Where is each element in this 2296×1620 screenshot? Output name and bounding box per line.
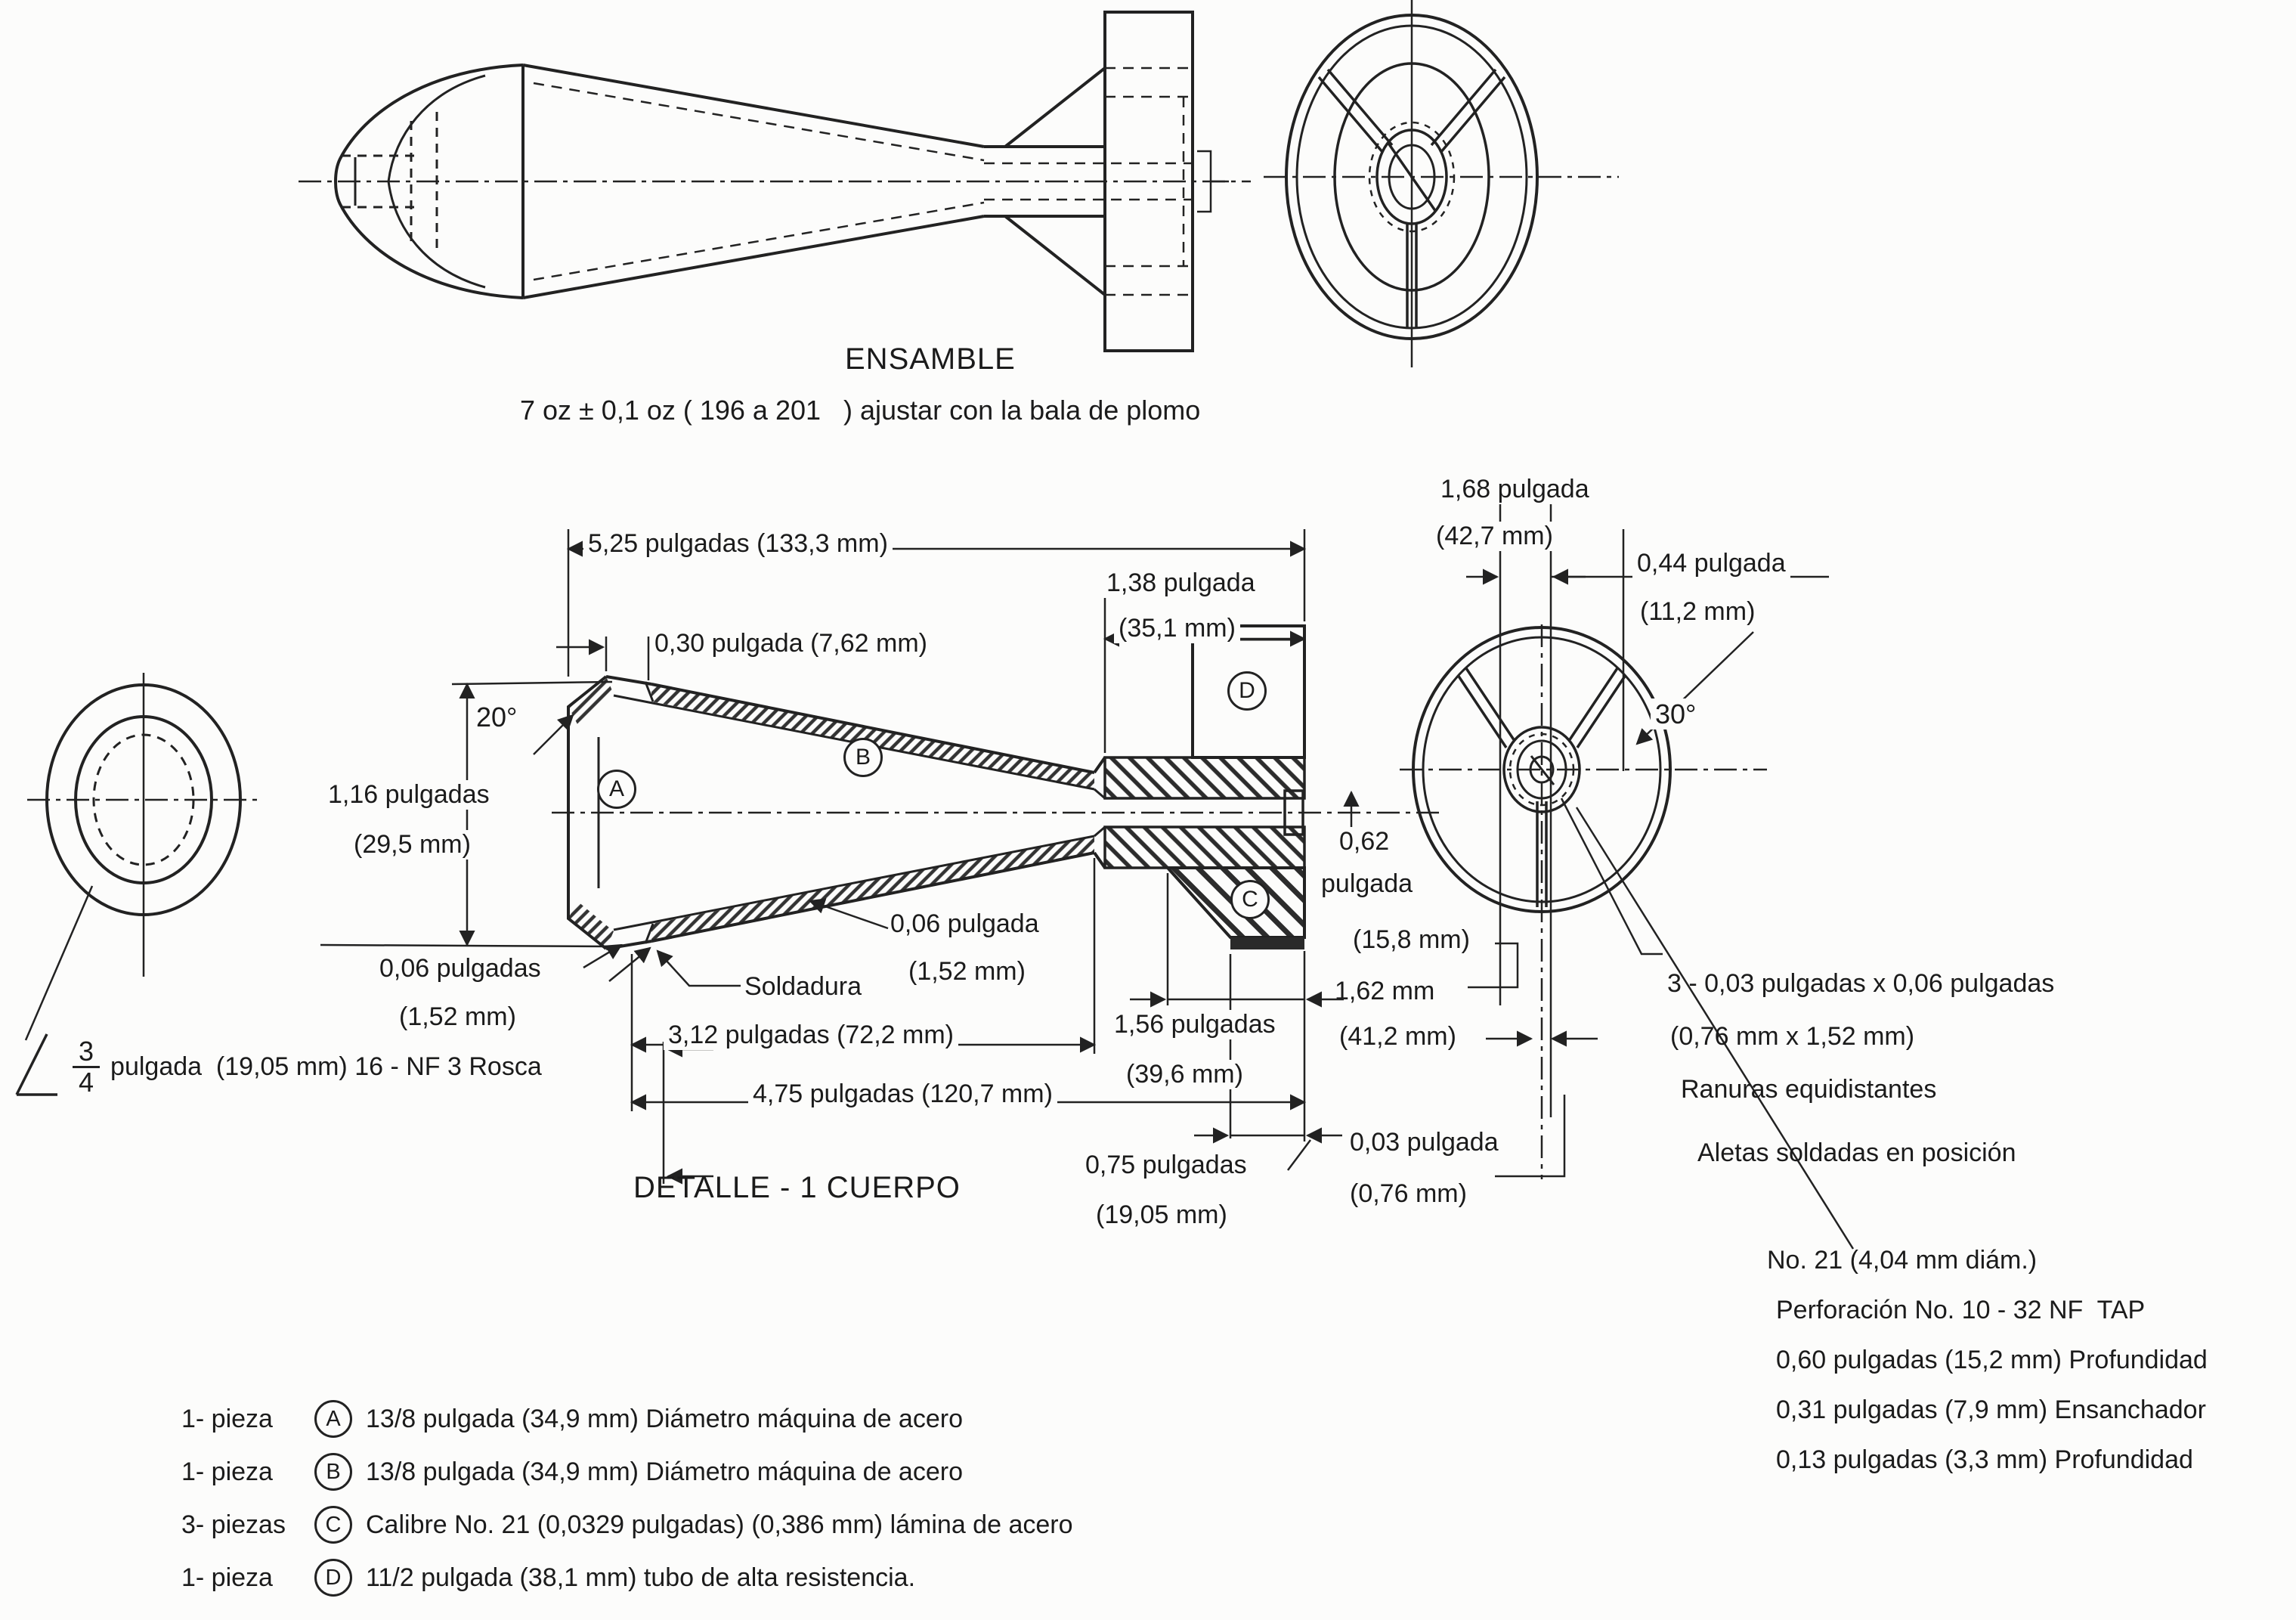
note-slots-line3: Ranuras equidistantes — [1681, 1075, 1937, 1104]
dim-face-wall-in: 0,06 pulgadas — [379, 954, 541, 983]
dim-tail-length-in: 1,38 pulgada — [1102, 568, 1260, 598]
part-qty: 1- pieza — [181, 1563, 273, 1592]
parts-list-row — [181, 1506, 1073, 1544]
note-hole-line1: No. 21 (4,04 mm diám.) — [1767, 1246, 2038, 1275]
part-mark-b: B — [843, 738, 883, 777]
dim-thread-length: 4,75 pulgadas (120,7 mm) — [748, 1079, 1057, 1109]
fraction-numerator: 3 — [79, 1036, 94, 1067]
dim-cone-wall-mm: (1,52 mm) — [908, 957, 1026, 986]
dim-nose-angle: 20° — [476, 702, 518, 733]
part-desc: Calibre No. 21 (0,0329 pulgadas) (0,386 mm) lámina de acero — [366, 1510, 1073, 1539]
dim-slot-length: 1,62 mm — [1335, 977, 1435, 1005]
dim-fin-span-in: 1,68 pulgada — [1436, 475, 1594, 504]
part-mark-icon: A — [314, 1400, 352, 1438]
assembly-rear-view — [1264, 0, 1619, 367]
note-hole-line3: 0,60 pulgadas (15,2 mm) Profundidad — [1776, 1346, 2208, 1374]
dim-bore-unit: pulgada — [1317, 869, 1417, 899]
detail-caption: DETALLE - 1 CUERPO — [633, 1171, 961, 1204]
dim-nose-wall: 0,30 pulgada (7,62 mm) — [654, 629, 927, 658]
assembly-side-view — [299, 12, 1251, 351]
dim-fin-span-mm: (42,7 mm) — [1431, 522, 1558, 551]
part-desc: 11/2 pulgada (38,1 mm) tubo de alta resistencia. — [366, 1563, 916, 1592]
note-slots-line1: 3 - 0,03 pulgadas x 0,06 pulgadas — [1667, 969, 2055, 998]
thread-note-text: pulgada (19,05 mm) 16 - NF 3 Rosca — [110, 1052, 542, 1081]
dim-slot-width-in: 0,03 pulgada — [1350, 1128, 1499, 1157]
part-mark-icon: D — [314, 1559, 352, 1597]
dim-hub-offset-mm: (11,2 mm) — [1635, 597, 1759, 627]
dim-body-length: 5,25 pulgadas (133,3 mm) — [583, 529, 893, 559]
part-desc: 13/8 pulgada (34,9 mm) Diámetro máquina de acero — [366, 1457, 963, 1486]
dim-plate-in: 0,75 pulgadas — [1085, 1151, 1247, 1179]
body-section-view — [552, 626, 1444, 949]
fraction-denominator: 4 — [73, 1066, 100, 1097]
weld-label: Soldadura — [744, 972, 862, 1001]
dim-boss-length-mm: (39,6 mm) — [1122, 1060, 1248, 1089]
dim-fin-angle: 30° — [1651, 698, 1700, 729]
thread-note — [73, 1037, 542, 1097]
part-mark-a: A — [597, 770, 636, 809]
part-mark-d: D — [1227, 671, 1267, 711]
note-hole-line5: 0,13 pulgadas (3,3 mm) Profundidad — [1776, 1445, 2193, 1474]
part-mark-c: C — [1230, 880, 1270, 919]
dim-plate-mm: (19,05 mm) — [1096, 1200, 1227, 1229]
part-desc: 13/8 pulgada (34,9 mm) Diámetro máquina de acero — [366, 1404, 963, 1433]
part-qty: 1- pieza — [181, 1457, 273, 1486]
thread-fraction — [73, 1037, 100, 1097]
dim-boss-length-in: 1,56 pulgadas — [1109, 1010, 1280, 1039]
note-hole-line2: Perforación No. 10 - 32 NF TAP — [1776, 1296, 2146, 1324]
dim-face-dia-in: 1,16 pulgadas — [323, 780, 494, 810]
part-qty: 1- pieza — [181, 1404, 273, 1433]
note-slots-line2: (0,76 mm x 1,52 mm) — [1670, 1022, 1915, 1051]
dim-face-wall-mm: (1,52 mm) — [399, 1002, 516, 1031]
dim-bore-val: 0,62 — [1335, 827, 1394, 856]
parts-list-row — [181, 1559, 915, 1597]
parts-list-row — [181, 1453, 963, 1491]
assembly-subtitle: 7 oz ± 0,1 oz ( 196 a 201 ) ajustar con la bala de plomo — [520, 395, 1201, 426]
note-hole-line4: 0,31 pulgadas (7,9 mm) Ensanchador — [1776, 1395, 2206, 1424]
dim-cone-length: 3,12 pulgadas (72,2 mm) — [664, 1021, 958, 1050]
parts-list-row — [181, 1400, 963, 1438]
part-mark-icon: B — [314, 1453, 352, 1491]
dim-slot-width-mm: (0,76 mm) — [1350, 1179, 1467, 1208]
dim-hub-offset-in: 0,44 pulgada — [1632, 549, 1790, 578]
part-mark-icon: C — [314, 1506, 352, 1544]
nose-front-view — [26, 673, 263, 1040]
part-qty: 3- piezas — [181, 1510, 286, 1539]
note-slots-line4: Aletas soldadas en posición — [1697, 1138, 2016, 1167]
dim-face-dia-mm: (29,5 mm) — [349, 830, 475, 860]
dim-cone-wall-in: 0,06 pulgada — [890, 909, 1039, 938]
dim-tail-length-mm: (35,1 mm) — [1114, 614, 1240, 643]
dim-bore-mm: (15,8 mm) — [1348, 925, 1474, 955]
assembly-title: ENSAMBLE — [845, 342, 1016, 376]
dim-slot-length-mm: (41,2 mm) — [1339, 1022, 1456, 1051]
